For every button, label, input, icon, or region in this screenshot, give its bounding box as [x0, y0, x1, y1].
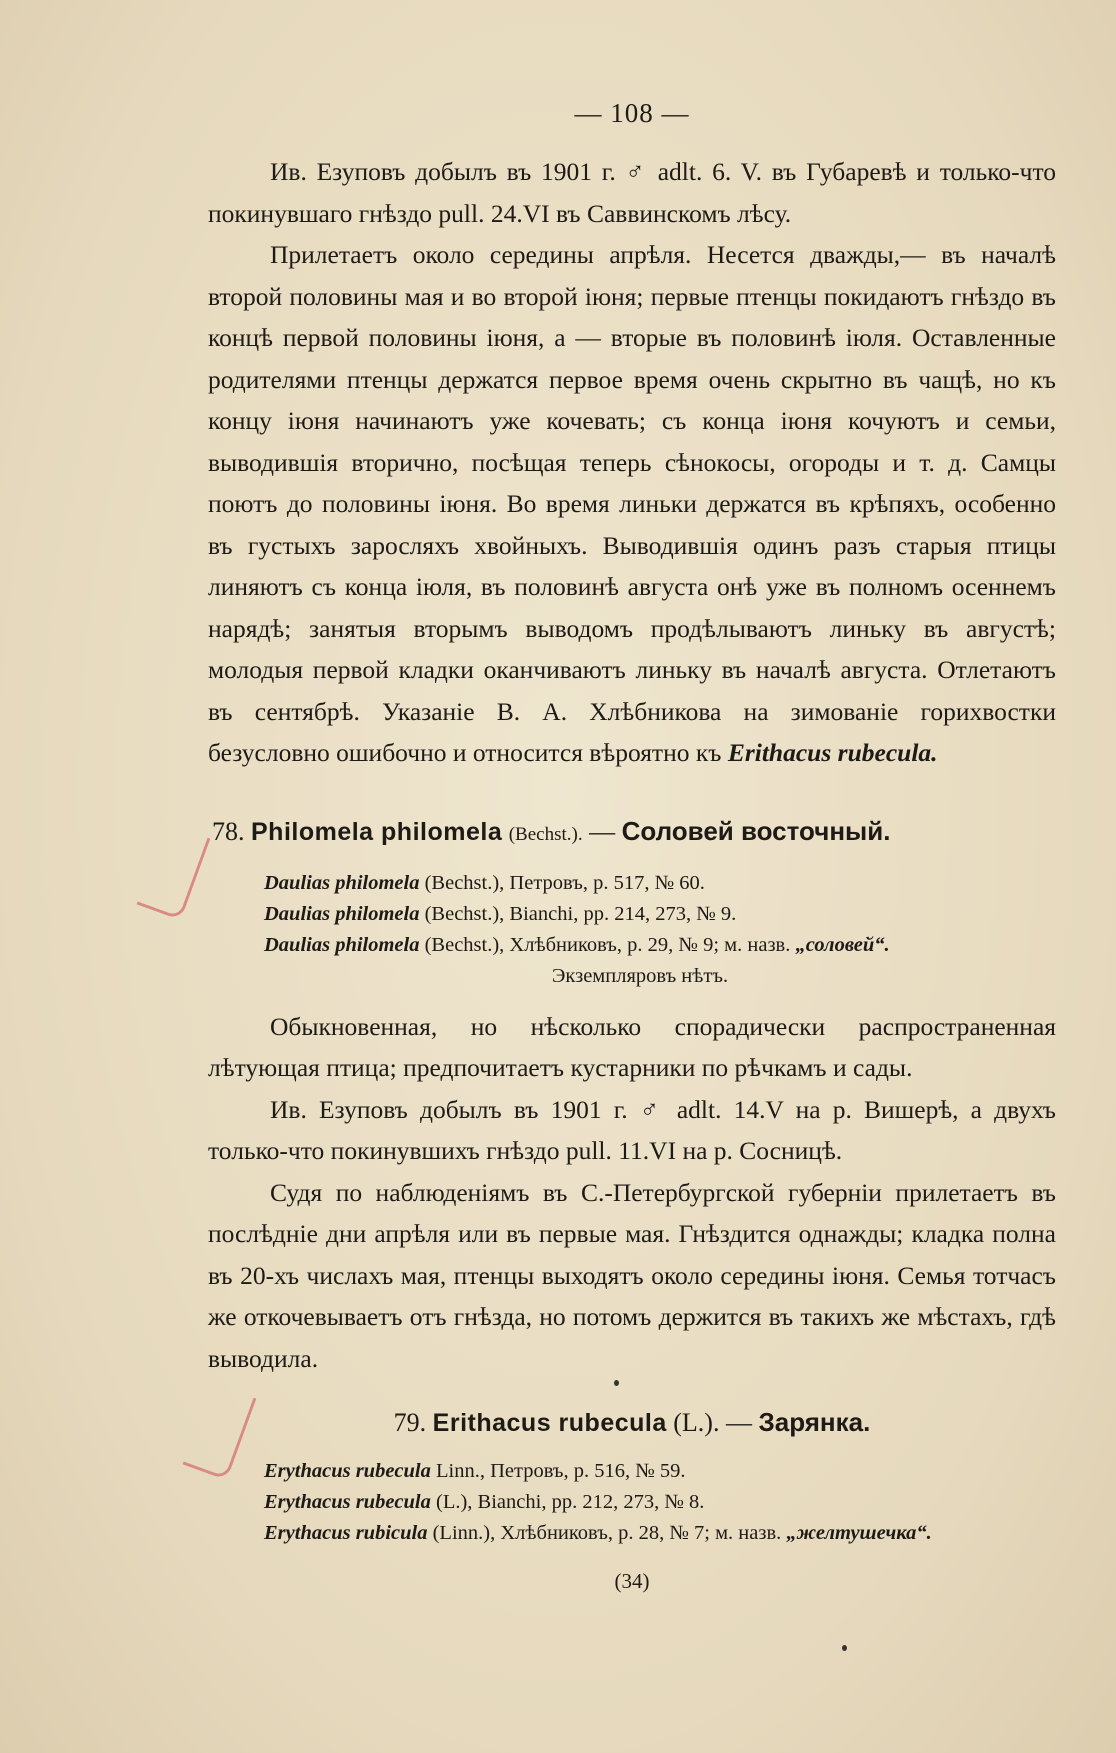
paragraph: Судя по наблюденіямъ въ С.-Петербургской губерніи прилетаетъ въ послѣдніе дни апрѣля или въ первые мая. Гнѣздится однажды; кладка полна въ 20-хъ числахъ мая, птенцы выходятъ около середины іюня. Семья тотчасъ же откочевываетъ отъ гнѣзда, но потомъ держится въ такихъ же мѣстахъ, гдѣ выводила. — [208, 1177, 1056, 1373]
paragraph: Обыкновенная, но нѣсколько спорадически распространенная лѣтующая птица; предпочитаетъ кустарники по рѣчкамъ и сады. — [208, 1011, 1056, 1082]
reference-note: Экземпляровъ нѣтъ. — [551, 964, 729, 987]
signature-mark: (34) — [614, 1569, 650, 1593]
reference-line: Erythacus rubecula Linn., Петровъ, p. 516, № 59. — [264, 1460, 686, 1482]
species-name-italic: Erithacus rubecula. — [727, 738, 938, 767]
russian-name: Соловей восточный. — [621, 815, 891, 846]
page-number: — 108 — — [574, 98, 690, 128]
page-content — [208, 98, 1056, 1594]
reference-line: Daulias philomela (Bechst.), Петровъ, p. 517, № 60. — [264, 871, 705, 894]
russian-name: Зарянка. — [758, 1407, 871, 1437]
species-heading-79: 79. Erithacus rubecula (L.). — Зарянка. — [393, 1407, 871, 1437]
species-heading-78: 78. Philomela philomela (Bechst.). — Соловей восточный. — [212, 815, 891, 846]
paragraph: Ив. Езуповъ добылъ въ 1901 г. ♂ adlt. 14.V на р. Вишерѣ, а двухъ только-что покинувшихъ гнѣздо pull. 11.VI на р. Сосницѣ. — [208, 1094, 1056, 1165]
reference-line: Erythacus rubicula (Linn.), Хлѣбниковъ, p. 28, № 7; м. назв. „желтушечка“. — [264, 1522, 932, 1544]
ink-speck — [842, 1645, 847, 1651]
latin-name: Philomela philomela — [251, 817, 503, 846]
paragraph: Прилетаетъ около середины апрѣля. Несется дважды,— въ началѣ второй половины мая и во второй іюня; первые птенцы покидаютъ гнѣздо въ концѣ первой половины іюня, а — вторые въ половинѣ іюля. Оставленные родителями птенцы держатся первое время очень скрытно въ чащѣ, но къ концу іюня начинаютъ уже кочевать; съ конца іюня кочуютъ и семьи, выводившія вторично, посѣщая теперь сѣнокосы, огороды и т. д. Самцы поютъ до половины іюня. Во время линьки держатся въ крѣпяхъ, особенно въ густыхъ заросляхъ хвойныхъ. Выводившія одинъ разъ старыя птицы линяютъ съ конца іюля, въ половинѣ августа онѣ уже въ полномъ осеннемъ нарядѣ; занятыя вторымъ выводомъ продѣлываютъ линьку въ августѣ; молодыя первой кладки оканчиваютъ линьку въ началѣ августа. Отлетаютъ въ сентябрѣ. Указаніе В. А. Хлѣбникова на зимованіе горихвостки безусловно ошибочно и относится вѣроятно къ Erithacus rubecula. — [208, 240, 1056, 767]
reference-line: Erythacus rubecula (L.), Bianchi, pp. 212, 273, № 8. — [264, 1491, 705, 1513]
paragraph: Ив. Езуповъ добылъ въ 1901 г. ♂ adlt. 6. V. въ Губаревѣ и только-что покинувшаго гнѣздо pull. 24.VI въ Саввинскомъ лѣсу. — [208, 157, 1056, 228]
pencil-check-mark — [137, 823, 211, 921]
reference-line: Daulias philomela (Bechst.), Хлѣбниковъ, p. 29, № 9; м. назв. „соловей“. Экземпляровъ нѣтъ. — [264, 930, 1056, 992]
reference-line: Daulias philomela (Bechst.), Bianchi, pp. 214, 273, № 9. — [264, 902, 737, 925]
latin-name: Erithacus rubecula — [432, 1409, 667, 1437]
